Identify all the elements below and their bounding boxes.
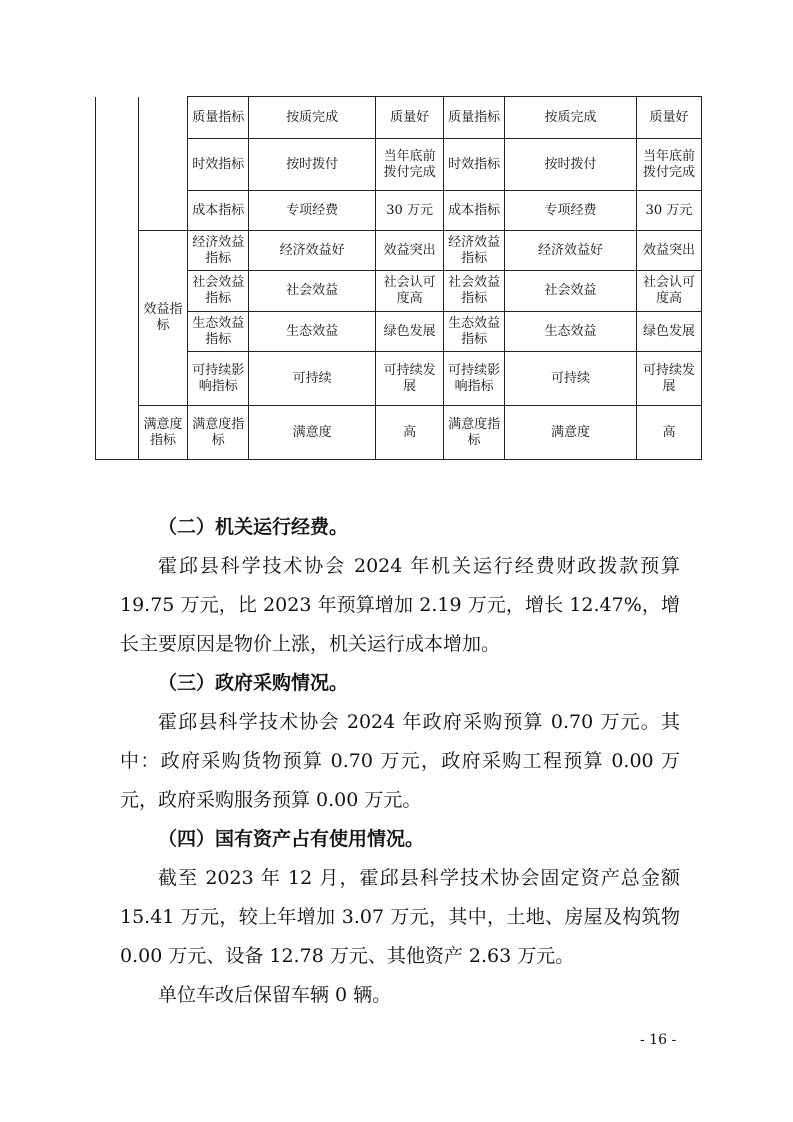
table-cell: 生态效益	[505, 312, 637, 352]
section-heading: （四）国有资产占有使用情况。	[158, 828, 425, 850]
table-cell: 效益突出	[376, 231, 444, 271]
table-cell-blank	[138, 97, 188, 231]
table-cell: 可持续发展	[376, 352, 444, 406]
table-row	[96, 97, 702, 139]
table-cell: 当年底前拨付完成	[636, 139, 701, 191]
section-heading: （三）政府采购情况。	[158, 672, 349, 694]
table-cell: 质量好	[376, 97, 444, 139]
table-cell: 可持续影响指标	[188, 352, 249, 406]
table-cell: 可持续	[249, 352, 376, 406]
table-cell: 可持续影响指标	[444, 352, 505, 406]
table-cell: 30 万元	[636, 191, 701, 231]
table-cell: 专项经费	[249, 191, 376, 231]
paragraph: 霍邱县科学技术协会 2024 年政府采购预算 0.70 万元。其中：政府采购货物预算 0.70 万元，政府采购工程预算 0.00 万元，政府采购服务预算 0.00 万元。	[120, 711, 680, 811]
table-cell: 可持续	[505, 352, 637, 406]
table-cell: 专项经费	[505, 191, 637, 231]
table-cell: 按时拨付	[505, 139, 637, 191]
table-cell: 质量指标	[188, 97, 249, 139]
section-heading: （二）机关运行经费。	[158, 516, 349, 538]
table-cell: 满意度指标	[444, 406, 505, 460]
table-cell: 质量指标	[444, 97, 505, 139]
table-cell: 社会效益指标	[444, 271, 505, 312]
document-body	[120, 508, 680, 1015]
indicator-group-label: 满意度指标	[138, 406, 188, 460]
table-row	[96, 231, 702, 271]
table-cell: 时效指标	[188, 139, 249, 191]
table-cell: 高	[376, 406, 444, 460]
table-cell: 可持续发展	[636, 352, 701, 406]
paragraph: 截至 2023 年 12 月，霍邱县科学技术协会固定资产总金额 15.41 万元，较上年增加 3.07 万元，其中，土地、房屋及构筑物 0.00 万元、设备 12.78 万元、其他资产 2.63 万元。	[120, 867, 680, 967]
table-cell-blank	[96, 97, 139, 460]
table-cell: 满意度	[249, 406, 376, 460]
table-row	[96, 406, 702, 460]
table-cell: 成本指标	[444, 191, 505, 231]
table-cell: 当年底前拨付完成	[376, 139, 444, 191]
table-cell: 满意度	[505, 406, 637, 460]
table-cell: 绿色发展	[636, 312, 701, 352]
table-cell: 经济效益好	[505, 231, 637, 271]
table-cell: 绿色发展	[376, 312, 444, 352]
table-cell: 按质完成	[505, 97, 637, 139]
table-cell: 生态效益指标	[188, 312, 249, 352]
table-cell: 按时拨付	[249, 139, 376, 191]
table-cell: 社会认可度高	[636, 271, 701, 312]
table-cell: 生态效益	[249, 312, 376, 352]
performance-indicator-table	[95, 96, 702, 460]
paragraph: 霍邱县科学技术协会 2024 年机关运行经费财政拨款预算 19.75 万元，比 2023 年预算增加 2.19 万元，增长 12.47%，增长主要原因是物价上涨，机关运行成本增加。	[120, 555, 680, 655]
table-cell: 社会效益	[505, 271, 637, 312]
table-cell: 质量好	[636, 97, 701, 139]
indicator-group-label: 效益指标	[138, 231, 188, 406]
table-cell: 时效指标	[444, 139, 505, 191]
table-cell: 高	[636, 406, 701, 460]
table-cell: 经济效益指标	[444, 231, 505, 271]
table-cell: 按质完成	[249, 97, 376, 139]
paragraph: 单位车改后保留车辆 0 辆。	[158, 984, 392, 1006]
table-cell: 经济效益指标	[188, 231, 249, 271]
table-cell: 社会效益指标	[188, 271, 249, 312]
table-cell: 满意度指标	[188, 406, 249, 460]
table-cell: 社会效益	[249, 271, 376, 312]
table-cell: 社会认可度高	[376, 271, 444, 312]
table-cell: 生态效益指标	[444, 312, 505, 352]
table-cell: 效益突出	[636, 231, 701, 271]
table-cell: 成本指标	[188, 191, 249, 231]
table-cell: 30 万元	[376, 191, 444, 231]
page-number: - 16 -	[640, 1032, 677, 1048]
table-cell: 经济效益好	[249, 231, 376, 271]
